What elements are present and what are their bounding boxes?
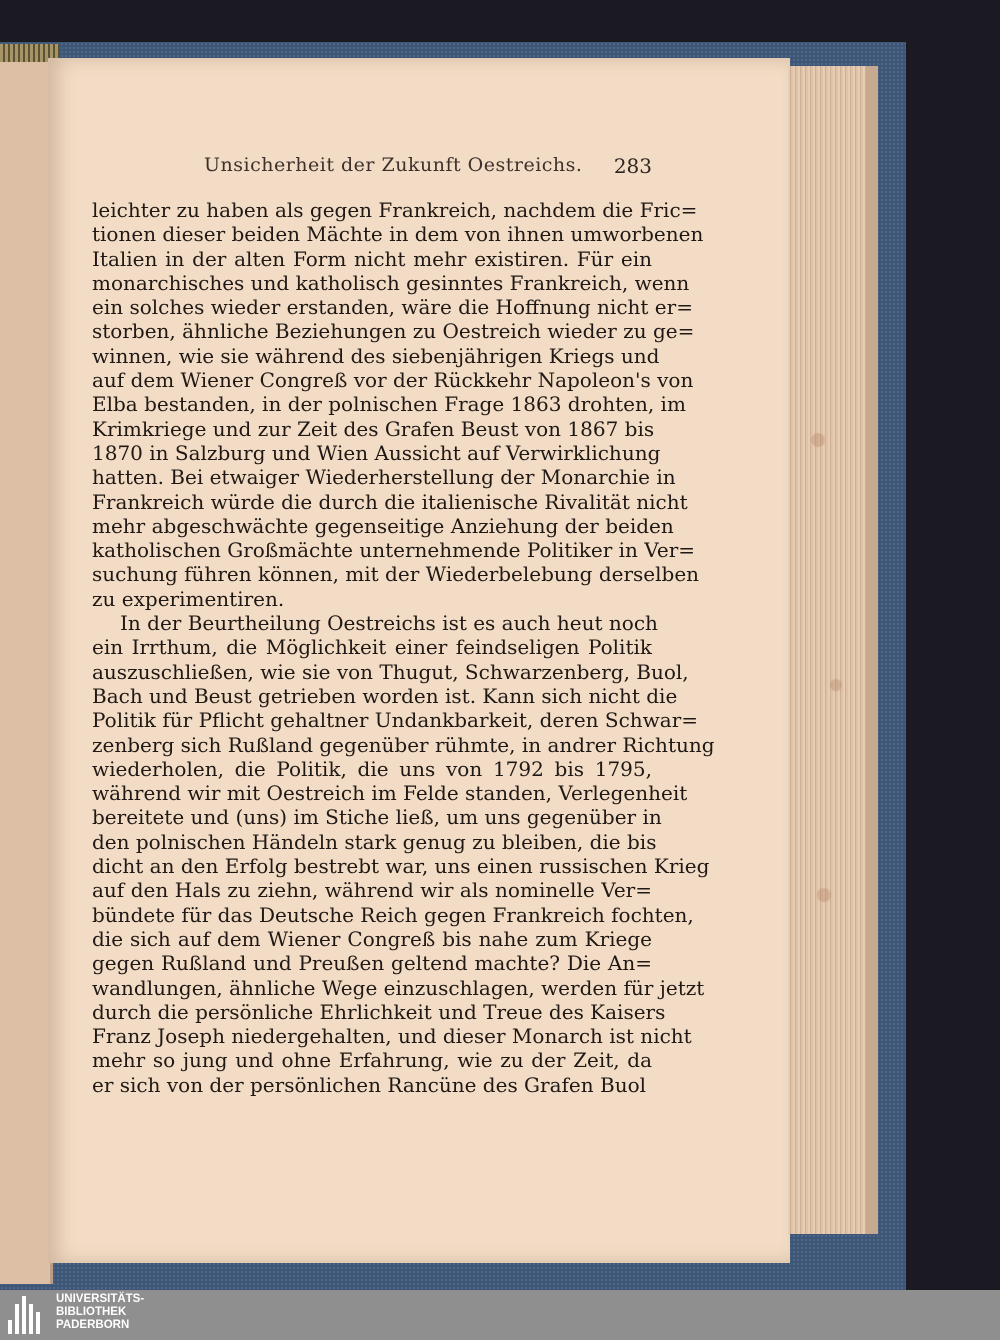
text-line: In der Beurtheilung Oestreichs ist es auch heut noch xyxy=(120,611,658,636)
page-stack-shadow xyxy=(866,66,878,1234)
running-title: Unsicherheit der Zukunft Oestreichs. xyxy=(204,154,583,176)
text-line: die sich auf dem Wiener Congreß bis nahe zum Kriege xyxy=(92,926,652,951)
text-line: zenberg sich Rußland gegenüber rühmte, in andrer Richtung xyxy=(92,732,715,757)
text-line: wandlungen, ähnliche Wege einzuschlagen, werden für jetzt xyxy=(92,975,705,1000)
text-line: ein solches wieder erstanden, wäre die Hoffnung nicht er= xyxy=(92,295,693,320)
text-line: tionen dieser beiden Mächte in dem von ihnen umworbenen xyxy=(92,222,704,247)
text-line: ein Irrthum, die Möglichkeit einer feindseligen Politik xyxy=(92,635,652,660)
text-line: Italien in der alten Form nicht mehr existiren. Für ein xyxy=(92,246,652,271)
foxing-spots xyxy=(800,300,860,1000)
text-line: hatten. Bei etwaiger Wiederherstellung der Monarchie in xyxy=(92,465,676,490)
text-line: zu experimentiren. xyxy=(92,586,285,611)
text-line: wiederholen, die Politik, die uns von 1792 bis 1795, xyxy=(92,756,652,781)
text-line: auf den Hals zu ziehn, während wir als nominelle Ver= xyxy=(92,878,652,903)
logo-line: PADERBORN xyxy=(56,1319,130,1331)
text-line: er sich von der persönlichen Rancüne des Grafen Buol xyxy=(92,1072,647,1097)
text-line: Frankreich würde die durch die italienische Rivalität nicht xyxy=(92,489,688,514)
left-page-edge xyxy=(0,62,53,1284)
text-line: Franz Joseph niedergehalten, und dieser Monarch ist nicht xyxy=(92,1024,692,1049)
text-line: 1870 in Salzburg und Wien Aussicht auf Verwirklichung xyxy=(92,440,661,465)
text-line: auszuschließen, wie sie von Thugut, Schwarzenberg, Buol, xyxy=(92,659,689,684)
text-line: Krimkriege und zur Zeit des Grafen Beust von 1867 bis xyxy=(92,416,655,441)
text-line: bündete für das Deutsche Reich gegen Frankreich fochten, xyxy=(92,902,694,927)
text-line: während wir mit Oestreich im Felde standen, Verlegenheit xyxy=(92,781,688,806)
text-line: mehr abgeschwächte gegenseitige Anziehung der beiden xyxy=(92,513,674,538)
text-line: dicht an den Erfolg bestrebt war, uns einen russischen Krieg xyxy=(92,854,710,879)
library-logo-icon xyxy=(8,1296,44,1334)
text-line: leichter zu haben als gegen Frankreich, nachdem die Fric= xyxy=(92,198,698,222)
text-line: winnen, wie sie während des siebenjährigen Kriegs und xyxy=(92,343,660,368)
text-line: Elba bestanden, in der polnischen Frage 1863 drohten, im xyxy=(92,392,686,417)
text-line: katholischen Großmächte unternehmende Politiker in Ver= xyxy=(92,538,696,563)
text-line: Bach und Beust getrieben worden ist. Kann sich nicht die xyxy=(92,683,678,708)
text-line: monarchisches und katholisch gesinntes Frankreich, wenn xyxy=(92,270,690,295)
library-footer xyxy=(0,1290,1000,1340)
logo-line: UNIVERSITÄTS- xyxy=(56,1293,145,1305)
text-line: mehr so jung und ohne Erfahrung, wie zu der Zeit, da xyxy=(92,1048,652,1073)
page-header xyxy=(92,154,652,186)
text-line: durch die persönliche Ehrlichkeit und Treue des Kaisers xyxy=(92,999,666,1024)
library-logo-text xyxy=(56,1293,144,1332)
text-line: gegen Rußland und Preußen geltend machte? Die An= xyxy=(92,951,652,976)
text-line: auf dem Wiener Congreß vor der Rückkehr Napoleon's von xyxy=(92,368,694,393)
text-line: bereitete und (uns) im Stiche ließ, um uns gegenüber in xyxy=(92,805,662,830)
text-line: storben, ähnliche Beziehungen zu Oestreich wieder zu ge= xyxy=(92,319,695,344)
text-line: suchung führen können, mit der Wiederbelebung derselben xyxy=(92,562,700,587)
body-text xyxy=(92,198,715,1097)
logo-line: BIBLIOTHEK xyxy=(56,1306,127,1318)
page-number: 283 xyxy=(613,154,652,178)
text-line: Politik für Pflicht gehaltner Undankbarkeit, deren Schwar= xyxy=(92,708,699,733)
text-line: den polnischen Händeln stark genug zu bleiben, die bis xyxy=(92,829,657,854)
